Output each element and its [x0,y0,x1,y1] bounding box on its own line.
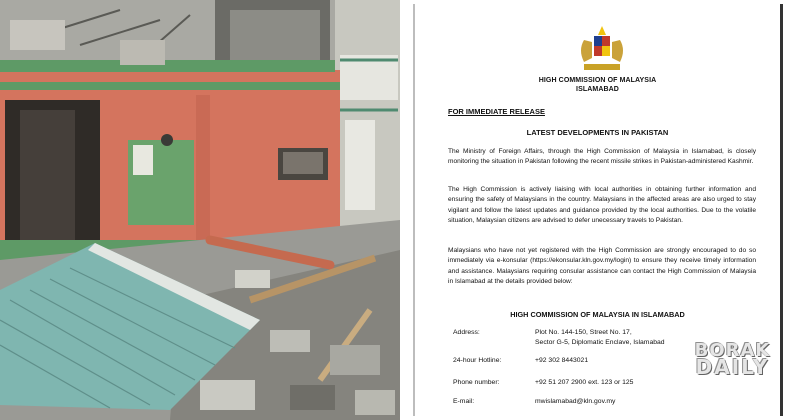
paragraph-2: The High Commission is actively liaising with local authorities in obtaining further information and ensuring the safety of Malaysians in the country. Malaysians in the affected areas are also urged to stay vigilant and follow the latest updates and guidance provided by the local authorities. Due to the volatile situation, Malaysian citizens are advised to defer unecessary travels to Pakistan. [448,186,756,224]
email-label: E-mail: [453,398,475,405]
paragraph-3: Malaysians who have not yet registered with the High Commission are strongly encouraged to do so immediately via e-konsular (https://ekonsular.kln.gov.my/login) to ensure they receive timely information and assistance. Malaysians requiring consular assistance can contact the High Commission of Malaysia in Islamabad at the details provided below: [448,247,756,285]
press-release-document [413,4,783,416]
page-title: LATEST DEVELOPMENTS IN PAKISTAN [526,128,669,137]
watermark-line-2: DAILY [695,355,770,379]
paragraph-1: The Ministry of Foreign Affairs, through the High Commission of Malaysia in Islamabad, is closely monitoring the situation in Pakistan following the recent missile strikes in Pakistan-administered Kashmir. [448,148,756,166]
watermark-line-1: BORAK [694,340,771,361]
address-label: Address: [453,329,480,336]
phone-value: +92 51 207 2900 ext. 123 or 125 [535,379,634,386]
contact-heading: HIGH COMMISSION OF MALAYSIA IN ISLAMABAD [510,310,685,319]
org-name: HIGH COMMISSION OF MALAYSIA [538,77,657,84]
phone-label: Phone number: [453,379,500,386]
borak-daily-watermark [685,340,780,379]
hotline-value: +92 302 8443021 [535,357,589,364]
address-line-1: Plot No. 144-150, Street No. 17, [535,329,632,336]
malaysia-coat-of-arms-icon [570,26,634,74]
email-value: mwislamabad@kln.gov.my [535,398,616,405]
org-city: ISLAMABAD [576,86,619,93]
hotline-label: 24-hour Hotline: [453,357,502,364]
address-line-2: Sector G-5, Diplomatic Enclave, Islamabad [535,338,665,346]
address-value [535,328,665,347]
release-label: FOR IMMEDIATE RELEASE [448,107,545,116]
